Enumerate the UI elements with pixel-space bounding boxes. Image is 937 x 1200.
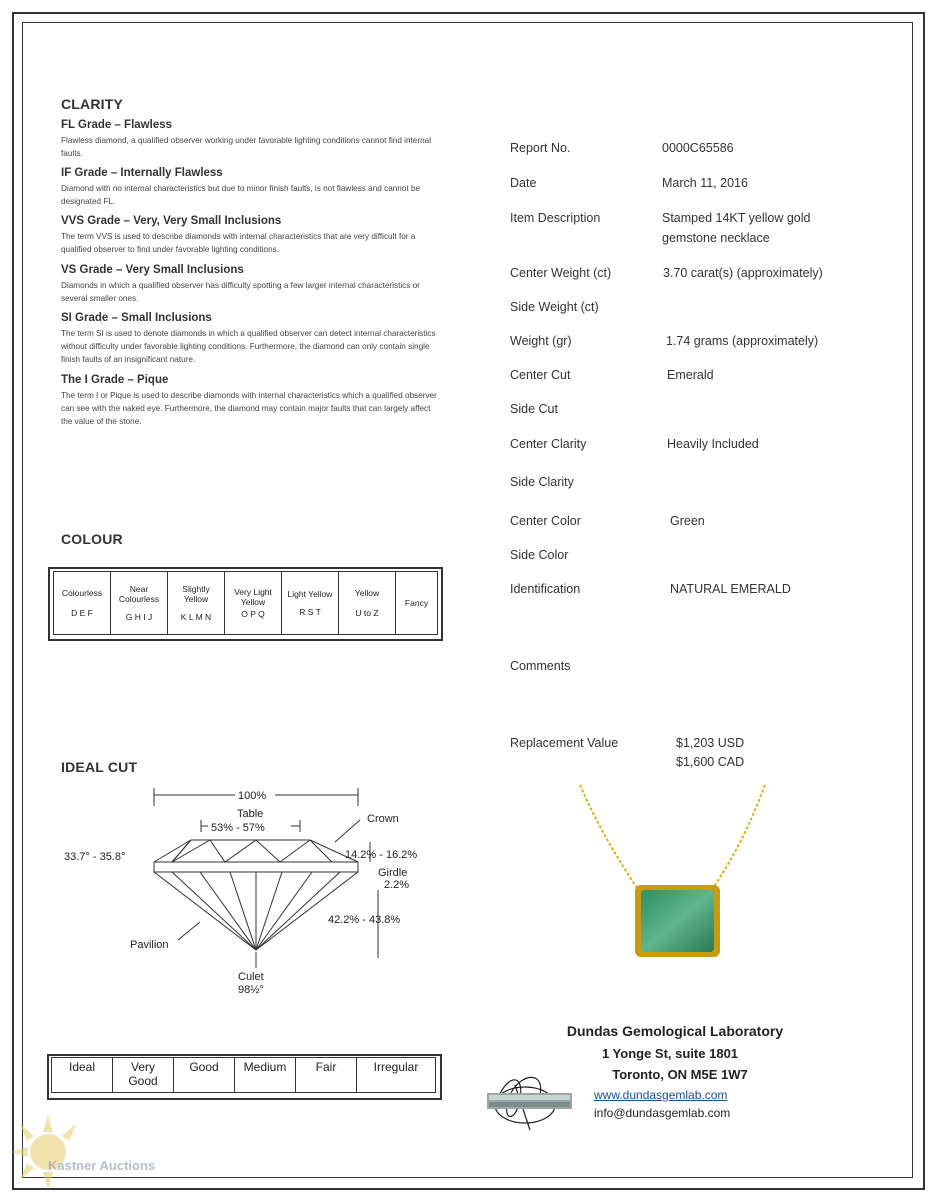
colour-cell: [225, 572, 282, 635]
colour-name: Slightly Yellow: [182, 584, 210, 604]
cut-grade-cell: Good: [174, 1058, 235, 1093]
colour-cell: [111, 572, 168, 635]
culet-value-label: 98½°: [238, 984, 264, 996]
field-value-replacement-cad: $1,600 CAD: [676, 755, 745, 769]
lab-address-line-1: 1 Yonge St, suite 1801: [601, 1046, 739, 1061]
cut-grade-cell: Very Good: [113, 1058, 174, 1093]
clarity-grade-vvs: [61, 215, 441, 256]
clarity-grade-if: [61, 167, 441, 208]
grade-title: VVS Grade – Very, Very Small Inclusions: [61, 215, 282, 227]
girdle-value-label: 2.2%: [384, 879, 410, 891]
clarity-grade-si: [61, 312, 441, 366]
pavilion-depth-label: 42.2% - 43.8%: [328, 914, 401, 926]
lab-address-line-2: Toronto, ON M5E 1W7: [612, 1067, 748, 1082]
colour-cell: [396, 572, 438, 635]
culet-label: Culet: [238, 971, 264, 983]
diamond-shape: [154, 840, 358, 950]
clarity-grade-fl: [61, 119, 441, 160]
ideal-cut-title: IDEAL CUT: [61, 759, 138, 775]
grade-title: IF Grade – Internally Flawless: [61, 167, 223, 179]
grade-title: SI Grade – Small Inclusions: [61, 312, 212, 324]
field-value-center-clarity: Heavily Included: [667, 437, 759, 451]
field-label-identification: Identification: [510, 582, 581, 596]
necklace-photo: [575, 780, 775, 970]
field-value-weight: 1.74 grams (approximately): [666, 334, 819, 348]
grade-description: The term SI is used to denote diamonds in which a qualified observer can detect internal characteristics without difficulty under favorable lighting conditions. Furthermore, the diamond can only contain single finish faults of an insignificant nature.: [61, 329, 436, 364]
pavilion-pointer: [178, 922, 200, 940]
auction-watermark: [8, 1110, 156, 1195]
colour-name: Fancy: [404, 598, 429, 608]
grade-description: Flawless diamond, a qualified observer working under favorable lighting conditions cannot find internal faults.: [61, 136, 432, 158]
diamond-diagram: [60, 780, 440, 1000]
lab-email: info@dundasgemlab.com: [594, 1106, 731, 1120]
colour-name: Very Light Yellow: [234, 587, 272, 607]
field-value-center-weight: 3.70 carat(s) (approximately): [663, 266, 823, 280]
field-label-center-cut: Center Cut: [510, 368, 571, 382]
field-label-replacement-value: Replacement Value: [510, 736, 619, 750]
cut-scale-table: [51, 1057, 436, 1093]
necklace-chain: [580, 785, 765, 888]
grade-description: The term I or Pique is used to describe diamonds with internal characteristics which a qualified observer can see with the naked eye. Furthermore, the diamond may contain major faults that can largely affect the value of the stone.: [61, 391, 437, 426]
colour-name: Light Yellow: [287, 589, 333, 599]
watermark-text: Kastner Auctions: [48, 1158, 156, 1173]
field-label-item-description: Item Description: [510, 211, 601, 225]
signature-and-hologram: [485, 1065, 580, 1135]
field-label-center-clarity: Center Clarity: [510, 437, 587, 451]
grade-description: Diamonds in which a qualified observer has difficulty spotting a few larger internal characteristics or several smaller ones.: [61, 281, 420, 303]
pavilion-label: Pavilion: [130, 939, 169, 951]
colour-scale-table: [53, 571, 438, 635]
crown-pointer: [335, 820, 360, 842]
colour-range: D E F: [71, 608, 93, 618]
field-label-date: Date: [510, 176, 537, 190]
colour-name: Near Colourless: [118, 584, 160, 604]
grade-description: The term VVS is used to describe diamonds with internal characteristics that are very difficult for a qualified observer to find under favorable lighting conditions.: [61, 232, 416, 254]
lab-website-link[interactable]: www.dundasgemlab.com: [594, 1088, 728, 1102]
grade-title: VS Grade – Very Small Inclusions: [61, 264, 244, 276]
field-label-comments: Comments: [510, 659, 571, 673]
cut-grade-cell: Irregular: [357, 1058, 436, 1093]
colour-cell: [54, 572, 111, 635]
clarity-title: CLARITY: [61, 96, 124, 112]
field-label-report-no: Report No.: [510, 141, 571, 155]
grade-title: The I Grade – Pique: [61, 374, 169, 386]
grade-description: Diamond with no internal characteristics but due to minor finish faults, is not flawless and cannot be designated FL.: [61, 184, 421, 206]
field-label-center-color: Center Color: [510, 514, 581, 528]
colour-name: Colourless: [61, 588, 103, 598]
field-label-side-clarity: Side Clarity: [510, 475, 574, 489]
crown-angle-label: 33.7° - 35.8°: [64, 851, 126, 863]
field-label-center-weight: Center Weight (ct): [510, 266, 612, 280]
field-label-side-cut: Side Cut: [510, 402, 558, 416]
grade-title: FL Grade – Flawless: [61, 119, 173, 131]
lab-name: Dundas Gemological Laboratory: [566, 1023, 784, 1039]
crown-height-label: 14.2% - 16.2%: [345, 849, 418, 861]
cut-grade-cell: Fair: [296, 1058, 357, 1093]
colour-range: O P Q: [241, 609, 265, 619]
cut-grade-cell: Ideal: [52, 1058, 113, 1093]
field-label-side-weight: Side Weight (ct): [510, 300, 599, 314]
field-label-weight: Weight (gr): [510, 334, 572, 348]
colour-name: Yellow: [354, 588, 380, 598]
sun-rays-icon: [11, 1115, 76, 1190]
colour-cell: [282, 572, 339, 635]
field-value-date: March 11, 2016: [662, 176, 748, 190]
field-label-side-color: Side Color: [510, 548, 569, 562]
clarity-grade-i: [61, 374, 441, 428]
width-label: 100%: [238, 790, 267, 802]
field-value-report-no: 0000C65586: [662, 141, 734, 155]
colour-range: U to Z: [355, 608, 379, 618]
field-value-item-description: Stamped 14KT yellow gold gemstone necklace: [662, 211, 811, 245]
table-range-label: 53% - 57%: [211, 822, 265, 834]
colour-title: COLOUR: [61, 531, 123, 547]
field-value-center-color: Green: [670, 514, 705, 528]
field-value-identification: NATURAL EMERALD: [670, 582, 791, 596]
crown-label: Crown: [367, 813, 399, 825]
cut-grade-cell: Medium: [235, 1058, 296, 1093]
colour-range: K L M N: [180, 612, 212, 622]
emerald-stone: [641, 890, 714, 952]
clarity-grade-vs: [61, 264, 441, 305]
table-label: Table: [237, 808, 264, 820]
girdle-label: Girdle: [378, 867, 408, 879]
colour-cell: [168, 572, 225, 635]
colour-range: G H I J: [125, 612, 153, 622]
colour-range: R S T: [299, 607, 321, 617]
colour-cell: [339, 572, 396, 635]
field-value-replacement-usd: $1,203 USD: [676, 736, 745, 750]
field-value-center-cut: Emerald: [667, 368, 714, 382]
